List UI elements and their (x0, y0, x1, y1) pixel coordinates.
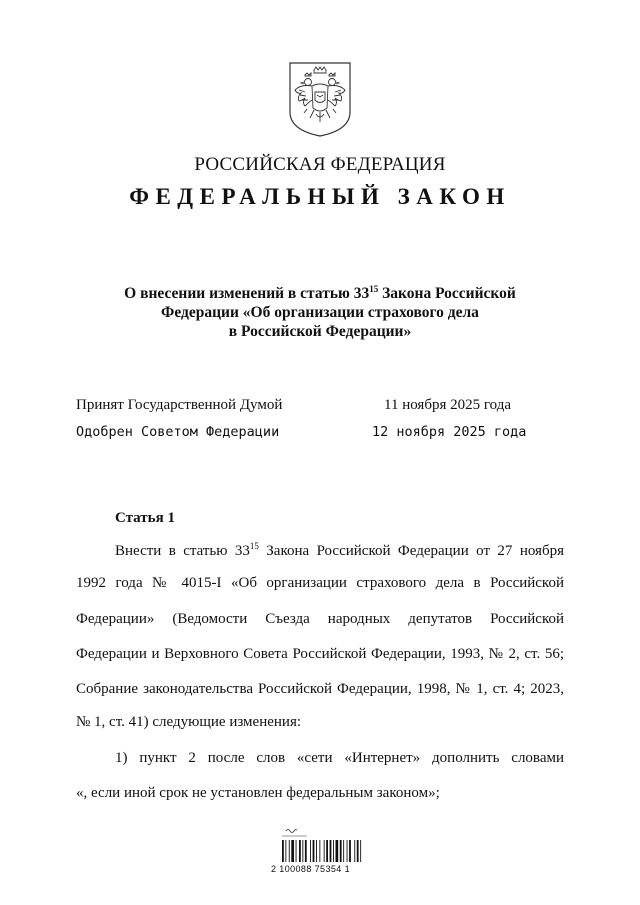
paragraph-1-line-2 (76, 573, 564, 593)
paragraph-2-line-1 (76, 748, 564, 768)
paragraph-1-line-1-end: Закона Российской Федерации от 27 ноября (258, 543, 564, 559)
law-title-line-2: Федерации «Об организации страхового дела (161, 304, 479, 321)
country-name: РОССИЙСКАЯ ФЕДЕРАЦИЯ (194, 154, 446, 175)
paragraph-2-line-1-text: 1) пункт 2 после слов «сети «Интернет» дополнить словами (115, 750, 564, 766)
paragraph-1-superscript: 15 (249, 541, 259, 551)
council-approval-label: Одобрен Советом Федерации (76, 424, 280, 440)
paragraph-1-line-6 (76, 712, 564, 732)
duma-approval-date: 11 ноября 2025 года (384, 397, 512, 413)
barcode-stamp (272, 826, 372, 886)
document-type: ФЕДЕРАЛЬНЫЙ ЗАКОН (129, 184, 511, 209)
paragraph-1-line-4 (76, 644, 564, 664)
law-title-line-3: в Российской Федерации» (228, 323, 412, 340)
paragraph-1-line-1-start: Внести в статью 33 (115, 543, 250, 559)
coat-of-arms-emblem (287, 60, 353, 138)
duma-approval-label: Принят Государственной Думой (76, 397, 283, 413)
council-approval-date: 12 ноября 2025 года (372, 424, 527, 440)
law-title-line-1-text: О внесении изменений в статью 33 (124, 285, 370, 302)
paragraph-1-line-5 (76, 679, 564, 699)
paragraph-1-line-3-text: Федерации» (Ведомости Съезда народных депутатов Российской (76, 611, 564, 627)
barcode-number: 2 100088 75354 1 (271, 864, 350, 874)
paragraph-1-line-6-text: № 1, ст. 41) следующие изменения: (76, 714, 302, 730)
paragraph-2-line-2-text: «, если иной срок не установлен федеральным законом»; (76, 785, 440, 801)
law-title-line-1 (100, 284, 540, 303)
signature-mark (286, 830, 297, 833)
law-title-superscript: 15 (369, 284, 379, 294)
paragraph-1-line-5-text: Собрание законодательства Российской Федерации, 1998, № 1, ст. 4; 2023, (76, 681, 564, 697)
barcode-icon (282, 840, 361, 862)
paragraph-1-line-4-text: Федерации и Верховного Совета Российской Федерации, 1993, № 2, ст. 56; (76, 646, 564, 662)
article-heading: Статья 1 (115, 510, 175, 526)
paragraph-1-line-3 (76, 609, 564, 629)
law-title (100, 284, 540, 341)
paragraph-1-line-1 (76, 541, 564, 561)
paragraph-1-line-1-text (115, 541, 564, 561)
paragraph-2-line-2 (76, 783, 564, 803)
paragraph-1-line-2-text: 1992 года № 4015-I «Об организации страхового дела в Российской (76, 575, 564, 591)
law-title-line-1-tail: Закона Российской (378, 285, 516, 302)
